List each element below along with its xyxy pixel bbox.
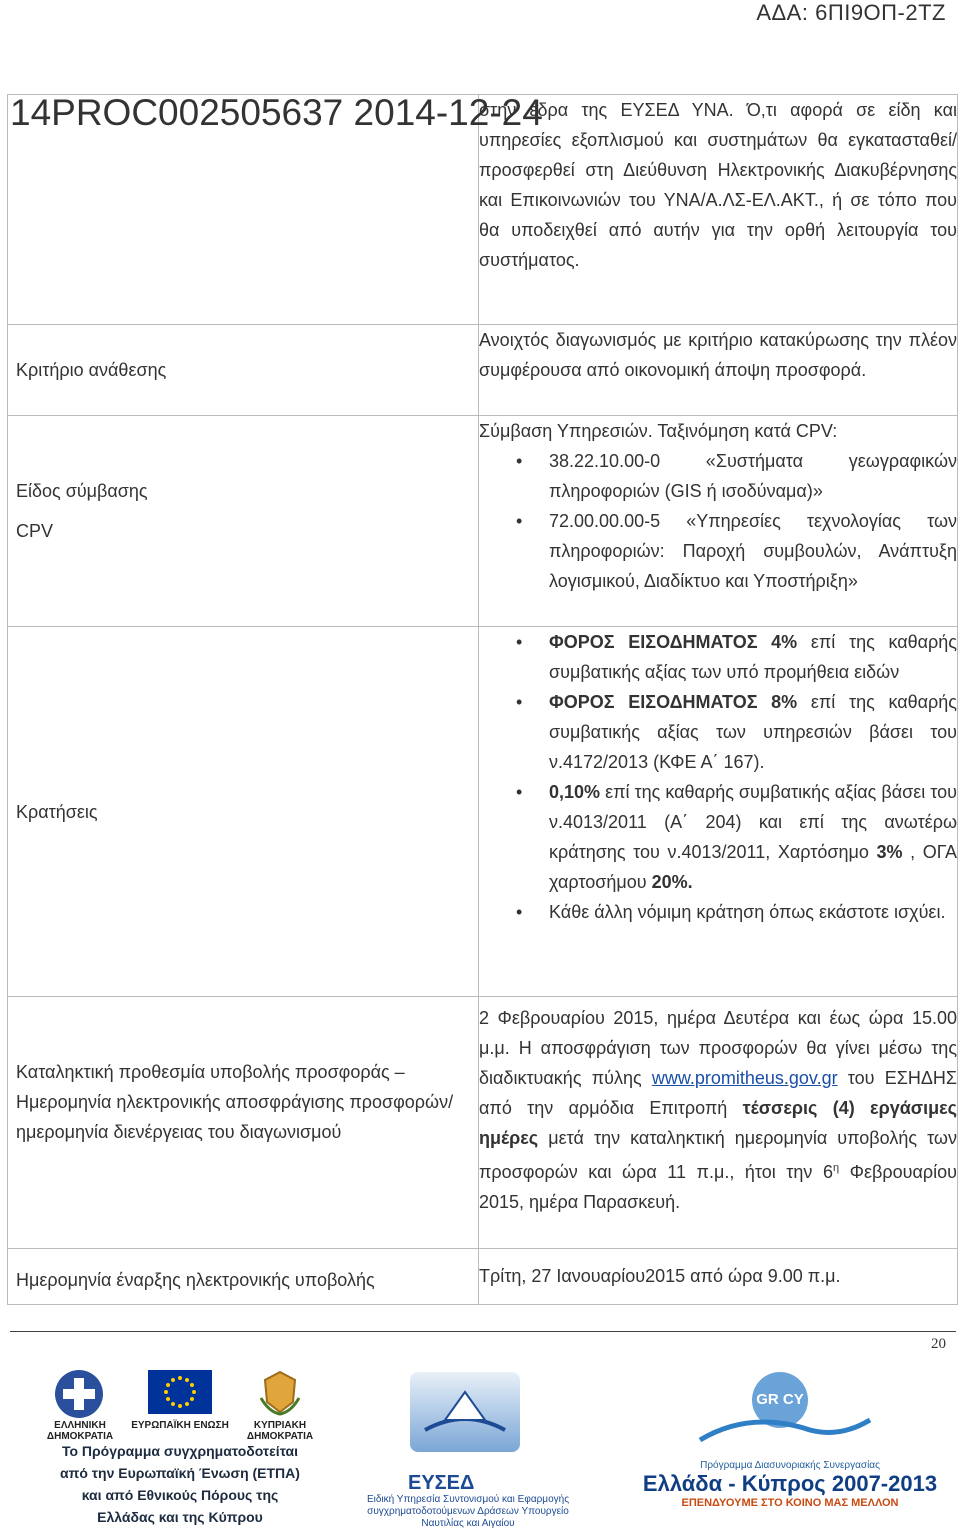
grcy-slogan: ΕΠΕΝΔΥΟΥΜΕ ΣΤΟ ΚΟΙΝΟ ΜΑΣ ΜΕΛΛΟΝ — [681, 1497, 899, 1509]
eu-flag-icon — [148, 1370, 212, 1414]
contract-text: Σύμβαση Υπηρεσιών. Ταξινόμηση κατά CPV: — [479, 421, 838, 441]
criterion-label: Κριτήριο ανάθεσης — [16, 360, 167, 380]
cyprus-emblem-icon — [257, 1368, 303, 1416]
eysed-name: ΕΥΣΕΔ — [408, 1472, 475, 1494]
proc-watermark: 14PROC002505637 2014-12-24 — [10, 92, 543, 133]
table-row — [8, 627, 958, 997]
eysed-logo-icon — [410, 1372, 520, 1452]
cpv-label: CPV — [16, 521, 54, 541]
list-item: • ΦΟΡΟΣ ΕΙΣΟΔΗΜΑΤΟΣ 4% επί της καθαρής συμβατικής αξίας των υπό προμήθεια ειδών — [479, 627, 957, 687]
list-item: • 38.22.10.00-0 «Συστήματα γεωγραφικών πληροφοριών (GIS ή ισοδύναμα)» — [479, 446, 957, 506]
criterion-text: Ανοιχτός διαγωνισμός με κριτήριο κατακύρωσης την πλέον συμφέρουσα από οικονομική άποψη προσφορά. — [479, 330, 957, 380]
list-item: • Κάθε άλλη νόμιμη κράτηση όπως εκάστοτε ισχύει. — [479, 897, 957, 927]
deadline-text: 2 Φεβρουαρίου 2015, ημέρα Δευτέρα και έως ώρα 15.00 μ.μ. Η αποσφράγιση των προσφορών θα γίνει μέσω της διαδικτυακής πύλης www.promitheus.gov.gr του ΕΣΗΔΗΣ από την αρμόδια Επιτροπή τέσσερις (4) εργάσιμες ημέρες μετά την καταληκτική ημερομηνία υποβολής των προσφορών και ώρα 11 π.μ., ήτοι την $6^\eta$ Φεβρουαρίου 2015, ημέρα Παρασκευή. — [479, 1008, 958, 1212]
greece-logo — [55, 1370, 103, 1418]
list-item: • 72.00.00.00-5 «Υπηρεσίες τεχνολογίας των πληροφοριών: Παροχή συμβουλών, Ανάπτυξη λογισμικού, Διαδίκτυο και Υποστήριξη» — [479, 506, 957, 596]
table-row — [8, 416, 958, 627]
promitheus-link[interactable]: www.promitheus.gov.gr — [651, 1068, 838, 1088]
place-text: στην έδρα της ΕΥΣΕΔ ΥΝΑ. Ό,τι αφορά σε είδη και υπηρεσίες εξοπλισμού και συστημάτων θα εγκατασταθεί/προσφερθεί στη Διεύθυνση Ηλεκτρονικής Διακυβέρνησης και Επικοινωνιών του ΥΝΑ/Α.ΛΣ-ΕΛ.ΑΚΤ., ή σε τόπο που θα υποδειχθεί από αυτήν για την ορθή λειτουργία του συστήματος. — [479, 100, 957, 270]
footer-divider — [10, 1331, 956, 1332]
ada-code: ΑΔΑ: 6ΠΙ9ΟΠ-2ΤΖ — [756, 0, 946, 25]
cpv-list — [479, 446, 957, 596]
table-row — [8, 997, 958, 1249]
start-text: Τρίτη, 27 Ιανουαρίου2015 από ώρα 9.00 π.μ. — [479, 1266, 841, 1286]
grcy-program-block — [640, 1460, 940, 1509]
grcy-main: Ελλάδα - Κύπρος 2007-2013 — [642, 1471, 938, 1496]
tender-table — [7, 94, 958, 1305]
deductions-label: Κρατήσεις — [16, 801, 98, 822]
start-label: Ημερομηνία έναρξης ηλεκτρονικής υποβολής — [16, 1270, 375, 1290]
deductions-list — [479, 627, 957, 927]
contract-label: Είδος σύμβασης — [16, 481, 148, 501]
eu-logo-label: ΕΥΡΩΠΑΪΚΗ ΕΝΩΣΗ — [131, 1420, 229, 1431]
list-item: • 0,10% επί της καθαρής συμβατικής αξίας βάσει του ν.4013/2011 (Α΄ 204) και επί της ανωτέρω κράτησης του ν.4013/2011, Χαρτόσημο 3% , ΟΓΑ χαρτοσήμου 20%. — [479, 777, 957, 897]
page-number: 20 — [931, 1336, 946, 1352]
place-text-cell — [479, 95, 958, 325]
dolphin-icon — [690, 1410, 880, 1450]
deadline-label: Καταληκτική προθεσμία υποβολής προσφοράς – Ημερομηνία ηλεκτρονικής αποσφράγισης προσφορών/ημερομηνία διενέργειας του διαγωνισμού — [16, 1062, 454, 1142]
list-item: • ΦΟΡΟΣ ΕΙΣΟΔΗΜΑΤΟΣ 8% επί της καθαρής συμβατικής αξίας των υπηρεσιών βάσει του ν.4172/2013 (ΚΦΕ Α΄ 167). — [479, 687, 957, 777]
eu-stars-icon — [148, 1370, 212, 1414]
table-row — [8, 325, 958, 416]
eysed-subtitle: Ειδική Υπηρεσία Συντονισμού και Εφαρμογής συγχρηματοδοτούμενων Δράσεων Υπουργείο Ναυτιλίας και Αιγαίου — [366, 1494, 570, 1529]
grcy-program: Πρόγραμμα Διασυνοριακής Συνεργασίας — [700, 1460, 880, 1471]
table-row — [8, 1249, 958, 1305]
grcy-badge-icon: GR CY — [752, 1372, 808, 1428]
greece-logo-label: ΕΛΛΗΝΙΚΗ ΔΗΜΟΚΡΑΤΙΑ — [46, 1420, 114, 1442]
program-text: Το Πρόγραμμα συγχρηματοδοτείται από την Ευρωπαϊκή Ένωση (ΕΤΠΑ) και από Εθνικούς Πόρους της Ελλάδας και της Κύπρου — [60, 1443, 300, 1525]
cyprus-logo-label: ΚΥΠΡΙΑΚΗ ΔΗΜΟΚΡΑΤΙΑ — [246, 1420, 314, 1442]
